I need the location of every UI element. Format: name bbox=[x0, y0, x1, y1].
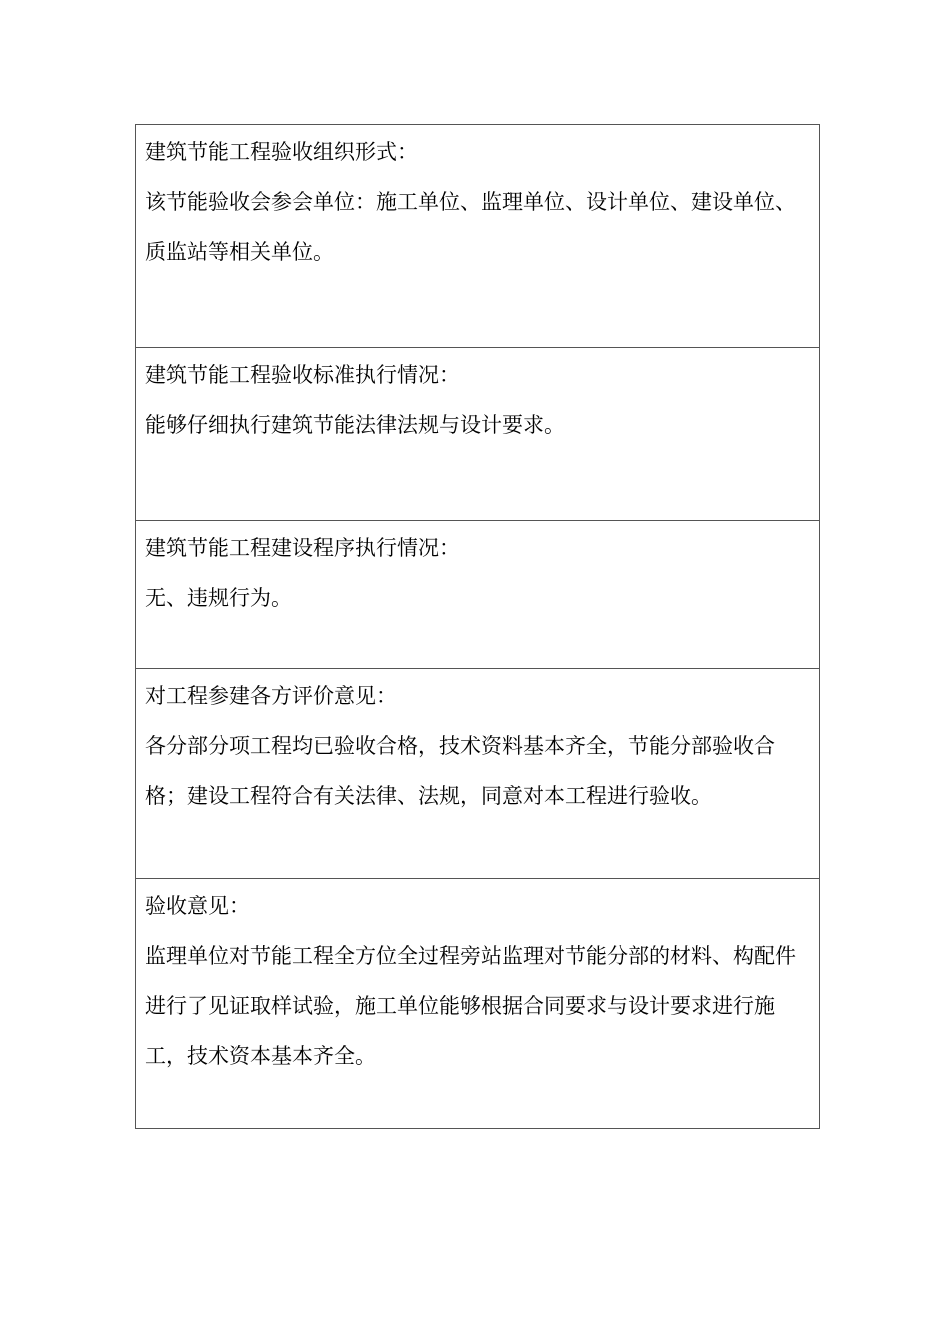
section-party-evaluation bbox=[136, 668, 819, 878]
section-body: 各分部分项工程均已验收合格，技术资料基本齐全，节能分部验收合格；建设工程符合有关法律、法规，同意对本工程进行验收。 bbox=[145, 734, 775, 808]
section-acceptance-opinion bbox=[136, 878, 819, 1128]
section-heading: 对工程参建各方评价意见： bbox=[145, 684, 397, 708]
section-body: 该节能验收会参会单位：施工单位、监理单位、设计单位、建设单位、质监站等相关单位。 bbox=[145, 190, 796, 264]
section-procedure-execution bbox=[136, 520, 819, 668]
section-heading: 验收意见： bbox=[145, 894, 250, 918]
acceptance-report-table bbox=[135, 124, 820, 1129]
section-heading: 建筑节能工程验收组织形式： bbox=[145, 140, 418, 164]
section-heading: 建筑节能工程建设程序执行情况： bbox=[145, 536, 460, 560]
section-body: 无、违规行为。 bbox=[145, 586, 292, 610]
section-body: 监理单位对节能工程全方位全过程旁站监理对节能分部的材料、构配件进行了见证取样试验，施工单位能够根据合同要求与设计要求进行施工，技术资本基本齐全。 bbox=[145, 944, 796, 1068]
section-standard-execution bbox=[136, 347, 819, 520]
section-heading: 建筑节能工程验收标准执行情况： bbox=[145, 363, 460, 387]
section-organization-form bbox=[136, 125, 819, 347]
section-body: 能够仔细执行建筑节能法律法规与设计要求。 bbox=[145, 413, 565, 437]
